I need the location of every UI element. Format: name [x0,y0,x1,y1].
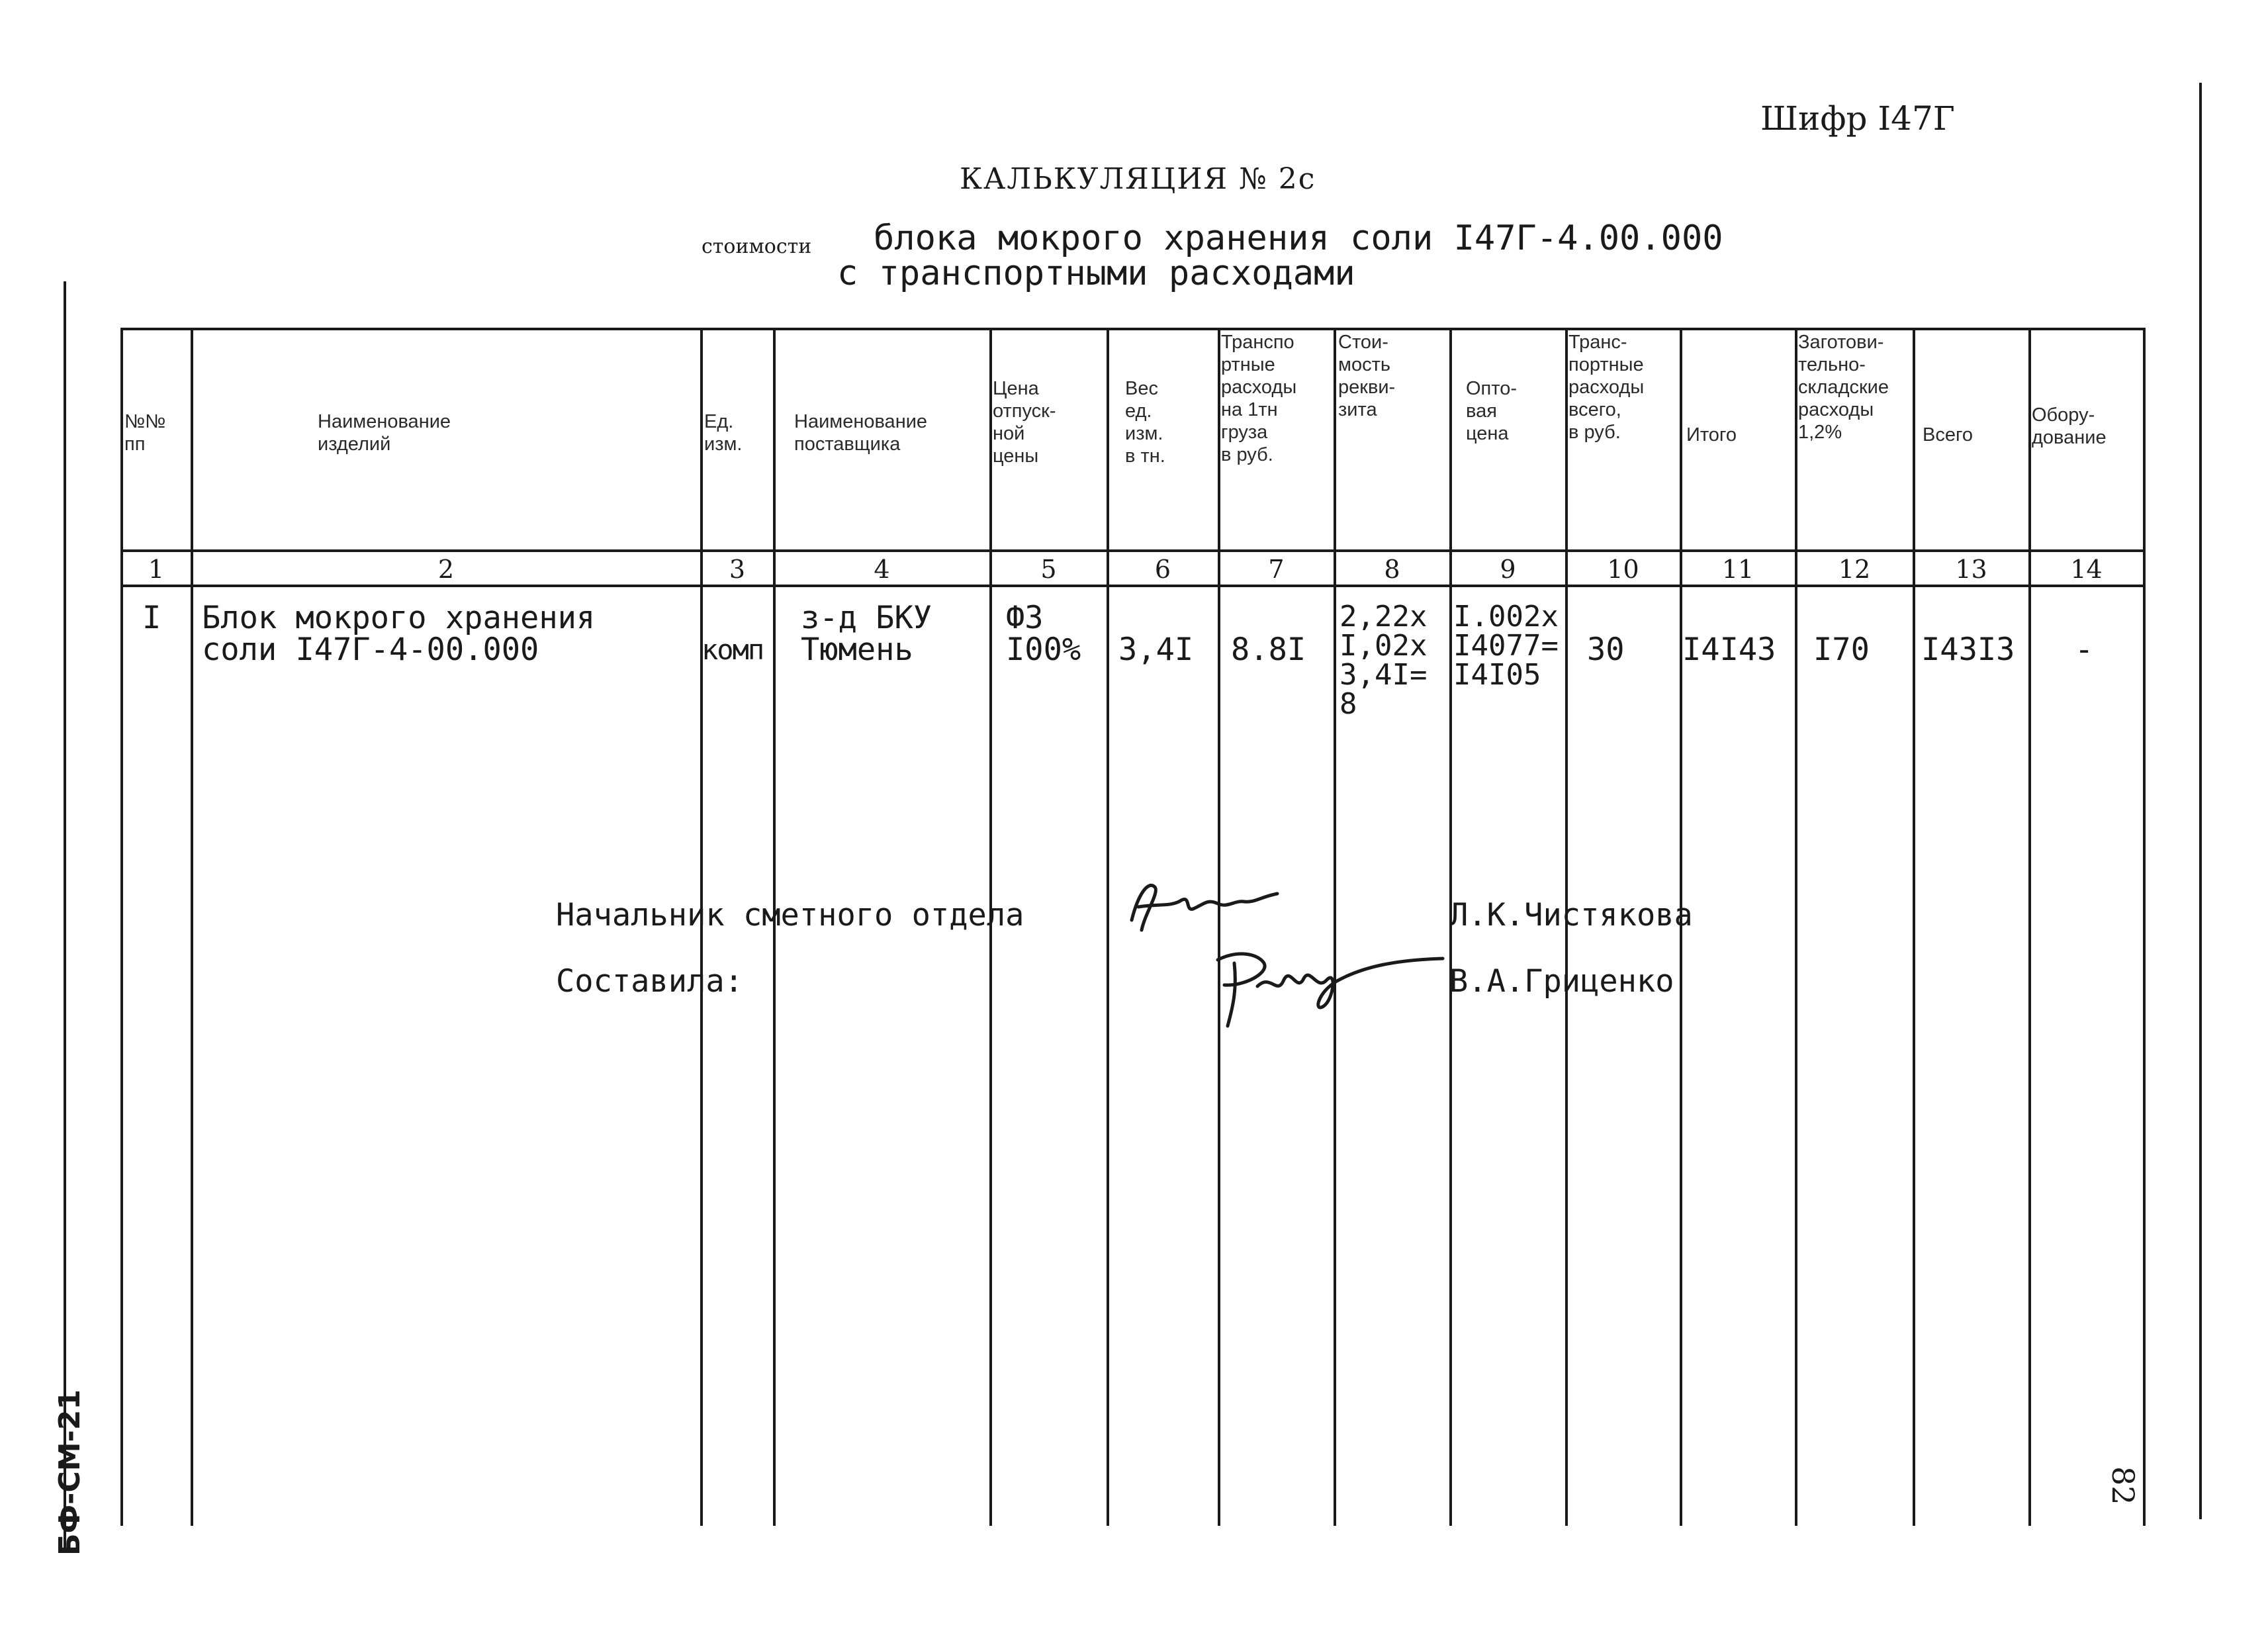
col-header-13: Всего [1923,424,1973,446]
col-number-13: 13 [1955,555,1987,584]
row-1-weight: 3,4I [1118,632,1194,668]
col-number-10: 10 [1607,555,1639,584]
col-header-2: Наименование изделий [318,411,451,455]
col-header-1: №№ пп [124,411,166,455]
col-number-14: 14 [2070,555,2103,584]
col-header-12: Заготови- тельно- складские расходы 1,2% [1798,332,1889,443]
signatory-2-name: В.А.Гриценко [1449,963,1674,1000]
row-1-item-name: Блок мокрого хранения соли I47Г-4-00.000 [202,600,596,668]
table-col-line [1913,328,1915,1526]
table-col-line [120,328,123,1526]
row-1-subtotal: I4I43 [1682,632,1776,668]
table-col-line [2143,328,2146,1526]
table-top-line [120,328,2144,330]
signatory-1-role: Начальник сметного отдела [556,897,1024,933]
row-1-number: I [142,600,161,636]
col-number-1: 1 [148,555,165,584]
cipher-code: Шифр I47Г [1760,99,1955,138]
table-col-line [1334,328,1336,1526]
col-header-11: Итого [1686,424,1737,446]
row-1-storage-costs: I70 [1813,632,1870,668]
col-number-2: 2 [437,555,455,584]
row-1-transport-rate: 8.8I [1231,632,1306,668]
subject-line-1: блока мокрого хранения соли I47Г-4.00.000 [874,218,1723,258]
col-header-14: Обору- дование [2032,404,2107,448]
col-header-6: Вес ед. изм. в тн. [1125,378,1165,467]
row-1-total: I43I3 [1921,632,2015,668]
cost-label: стоимости [702,235,812,258]
row-1-transport-total: 30 [1587,632,1625,668]
signatory-2-role: Составила: [556,963,743,1000]
table-header-bottom-line [120,549,2144,552]
col-header-5: Цена отпуск- ной цены [993,378,1056,467]
col-number-4: 4 [874,555,890,584]
col-header-4: Наименование поставщика [794,411,928,455]
col-number-6: 6 [1154,555,1171,584]
col-number-8: 8 [1384,555,1400,584]
signatory-1-name: Л.К.Чистякова [1449,897,1693,933]
signature-2-image [1198,933,1456,1039]
table-col-line [191,328,193,1526]
table-col-line [1795,328,1797,1526]
subject-line-2: с транспортными расходами [837,254,1355,293]
row-1-equipment: - [2075,632,2094,668]
col-number-12: 12 [1838,555,1871,584]
col-header-10: Транс- портные расходы всего, в руб. [1568,332,1645,443]
table-col-line [1107,328,1109,1526]
col-header-9: Опто- вая цена [1466,378,1518,444]
row-1-supplier: з-д БКУ Тюмень [801,600,932,668]
col-number-5: 5 [1040,555,1057,584]
col-header-7: Транспо ртные расходы на 1тн груза в руб. [1221,332,1297,465]
col-number-7: 7 [1268,555,1285,584]
right-page-border [2199,83,2202,1519]
row-1-price-basis: Ф3 I00% [1006,600,1081,668]
col-number-11: 11 [1721,555,1754,584]
table-numbers-bottom-line [120,585,2144,587]
form-code: БФ-СМ-21 [53,1389,87,1556]
signature-1-image [1118,867,1291,940]
calculation-title: КАЛЬКУЛЯЦИЯ № 2с [960,162,1316,196]
col-header-3: Ед. изм. [704,411,743,455]
page-number: 82 [2105,1466,2141,1505]
row-1-requisite-cost: 2,22x I,02x 3,4I= 8 [1339,600,1428,721]
row-1-wholesale-price: I.002x I4077= I4I05 [1453,600,1559,692]
col-number-9: 9 [1500,555,1516,584]
row-1-unit: комп [702,634,764,666]
table-col-line [2028,328,2031,1526]
col-header-8: Стои- мость рекви- зита [1338,332,1396,420]
col-number-3: 3 [729,555,746,584]
left-page-border [64,281,66,1549]
